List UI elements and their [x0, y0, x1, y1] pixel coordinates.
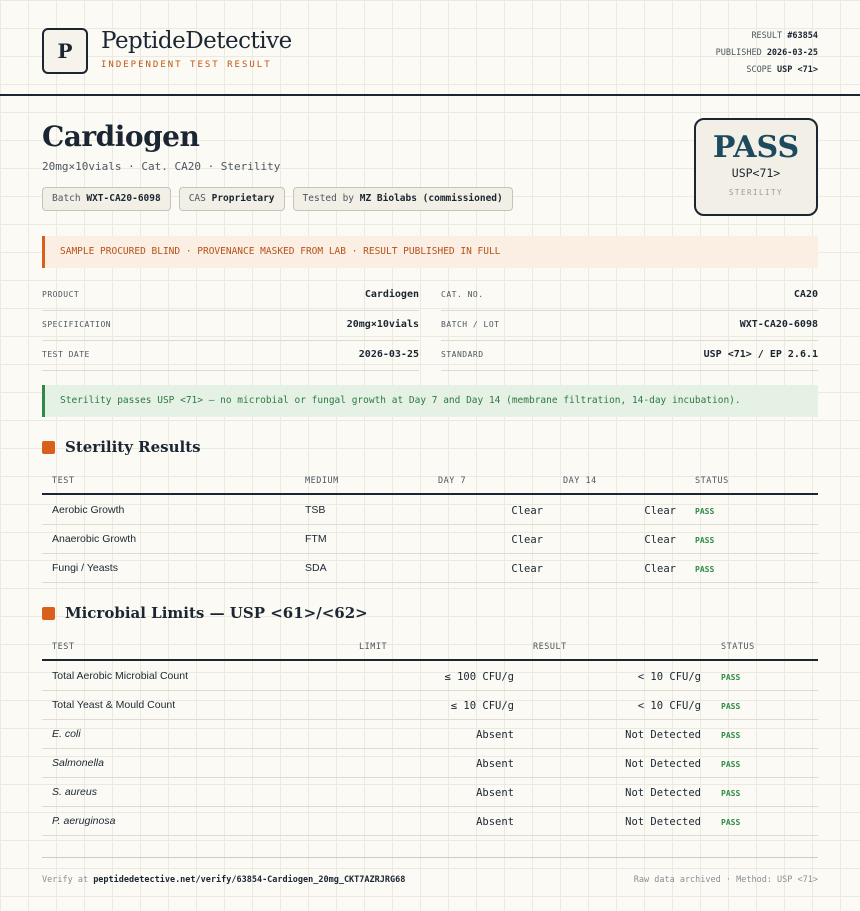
table-row: [42, 691, 818, 720]
column-header: RESULT: [533, 642, 567, 652]
test-name: Salmonella: [52, 757, 104, 769]
medium: SDA: [305, 562, 327, 574]
result: Not Detected: [625, 816, 701, 828]
result-label: RESULT: [751, 31, 783, 41]
info-value: CA20: [793, 289, 818, 300]
info-label: CAT. NO.: [441, 290, 484, 299]
info-row-standard: [441, 342, 818, 371]
column-header: LIMIT: [359, 642, 388, 652]
batch-chip: [42, 187, 171, 211]
table-row: [42, 554, 818, 583]
test-name: Total Aerobic Microbial Count: [52, 670, 188, 682]
status-badge: PASS: [695, 565, 715, 574]
day14-result: Clear: [644, 505, 676, 517]
chip-value: MZ Biolabs (commissioned): [359, 193, 503, 204]
verdict-banner: Sterility passes USP <71> — no microbial or fungal growth at Day 7 and Day 14 (membrane filtration, 14-day incubation).: [42, 385, 818, 417]
status-badge: PASS: [721, 760, 741, 769]
column-header: MEDIUM: [305, 476, 339, 486]
verify-link[interactable]: peptidedetective.net/verify/63854-Cardiogen_20mg_CKT7AZRJRG68: [93, 875, 406, 885]
status-badge: PASS: [695, 536, 715, 545]
published-date: 2026-03-25: [766, 48, 818, 58]
column-header: TEST: [52, 642, 75, 652]
verify-label: Verify at: [42, 875, 89, 885]
chip-value: Proprietary: [211, 193, 275, 204]
stamp-verdict: PASS: [712, 130, 800, 165]
info-value: USP <71> / EP 2.6.1: [703, 349, 818, 360]
test-name: P. aeruginosa: [52, 815, 116, 827]
info-label: SPECIFICATION: [42, 320, 112, 329]
info-value: Cardiogen: [364, 289, 419, 300]
table-row: [42, 778, 818, 807]
limit: Absent: [476, 758, 514, 770]
stamp-kind: STERILITY: [728, 188, 784, 197]
limit: ≤ 10 CFU/g: [450, 700, 514, 712]
test-name: E. coli: [52, 728, 81, 740]
table-row: [42, 662, 818, 691]
pass-stamp: [694, 118, 818, 216]
blind-notice-banner: SAMPLE PROCURED BLIND · PROVENANCE MASKED FROM LAB · RESULT PUBLISHED IN FULL: [42, 236, 818, 268]
day14-result: Clear: [644, 534, 676, 546]
brand-logo: [42, 28, 88, 74]
day7-result: Clear: [511, 505, 543, 517]
table-row: [42, 749, 818, 778]
info-label: STANDARD: [441, 350, 484, 359]
column-header: STATUS: [721, 642, 755, 652]
day7-result: Clear: [511, 534, 543, 546]
limit: Absent: [476, 787, 514, 799]
info-row-test-date: [42, 342, 419, 371]
limit: ≤ 100 CFU/g: [444, 671, 514, 683]
table-row: [42, 496, 818, 525]
medium: TSB: [305, 504, 326, 516]
scope-label: SCOPE: [746, 65, 772, 75]
result: Not Detected: [625, 787, 701, 799]
info-row-product: [42, 282, 419, 311]
result: < 10 CFU/g: [637, 700, 701, 712]
test-name: Total Yeast & Mould Count: [52, 699, 176, 711]
result-meta: [716, 28, 818, 79]
info-value: 20mg×10vials: [346, 319, 419, 330]
table-row: [42, 720, 818, 749]
tested-by-chip: [293, 187, 513, 211]
sterility-table-header: [42, 468, 818, 495]
column-header: DAY 14: [563, 476, 597, 486]
test-name: Aerobic Growth: [52, 504, 125, 516]
report-header: [0, 0, 860, 96]
scope-value: USP <71>: [777, 65, 818, 75]
stamp-standard: USP<71>: [731, 166, 781, 180]
day7-result: Clear: [511, 563, 543, 575]
info-row-cat-no: [441, 282, 818, 311]
section-marker-icon: [42, 441, 55, 454]
info-label: TEST DATE: [42, 350, 90, 359]
status-badge: PASS: [695, 507, 715, 516]
medium: FTM: [305, 533, 327, 545]
section-marker-icon: [42, 607, 55, 620]
test-name: Anaerobic Growth: [52, 533, 137, 545]
column-header: DAY 7: [438, 476, 467, 486]
verify-line: [42, 875, 405, 885]
info-label: PRODUCT: [42, 290, 80, 299]
product-title: Cardiogen: [42, 120, 200, 153]
cas-chip: [179, 187, 285, 211]
table-row: [42, 807, 818, 836]
result: < 10 CFU/g: [637, 671, 701, 683]
info-row-batch-lot: [441, 312, 818, 341]
test-name: S. aureus: [52, 786, 97, 798]
result: Not Detected: [625, 729, 701, 741]
chip-label: Tested by: [302, 193, 355, 204]
product-subtitle: 20mg×10vials · Cat. CA20 · Sterility: [42, 160, 281, 173]
method-note: Raw data archived · Method: USP <71>: [633, 875, 818, 885]
info-label: BATCH / LOT: [441, 320, 500, 329]
result: Not Detected: [625, 758, 701, 770]
limit: Absent: [476, 816, 514, 828]
column-header: STATUS: [695, 476, 729, 486]
report-footer: [42, 857, 818, 885]
status-badge: PASS: [721, 702, 741, 711]
status-badge: PASS: [721, 673, 741, 682]
chip-value: WXT-CA20-6098: [86, 193, 161, 204]
info-row-specification: [42, 312, 419, 341]
status-badge: PASS: [721, 818, 741, 827]
result-id: #63854: [787, 31, 818, 41]
limit: Absent: [476, 729, 514, 741]
day14-result: Clear: [644, 563, 676, 575]
test-name: Fungi / Yeasts: [52, 562, 118, 574]
table-row: [42, 525, 818, 554]
logo-letter: P: [57, 39, 73, 63]
brand-tagline: INDEPENDENT TEST RESULT: [101, 60, 272, 70]
microbial-table-header: [42, 634, 818, 661]
info-value: WXT-CA20-6098: [739, 319, 818, 330]
chip-label: Batch: [52, 193, 81, 204]
status-badge: PASS: [721, 731, 741, 740]
section-title: Sterility Results: [65, 438, 201, 456]
section-title: Microbial Limits — USP <61>/<62>: [65, 604, 368, 622]
info-value: 2026-03-25: [358, 349, 419, 360]
column-header: TEST: [52, 476, 75, 486]
product-chips: [42, 187, 513, 211]
brand-name: PeptideDetective: [101, 28, 292, 54]
chip-label: CAS: [188, 193, 206, 204]
published-label: PUBLISHED: [715, 48, 762, 58]
status-badge: PASS: [721, 789, 741, 798]
